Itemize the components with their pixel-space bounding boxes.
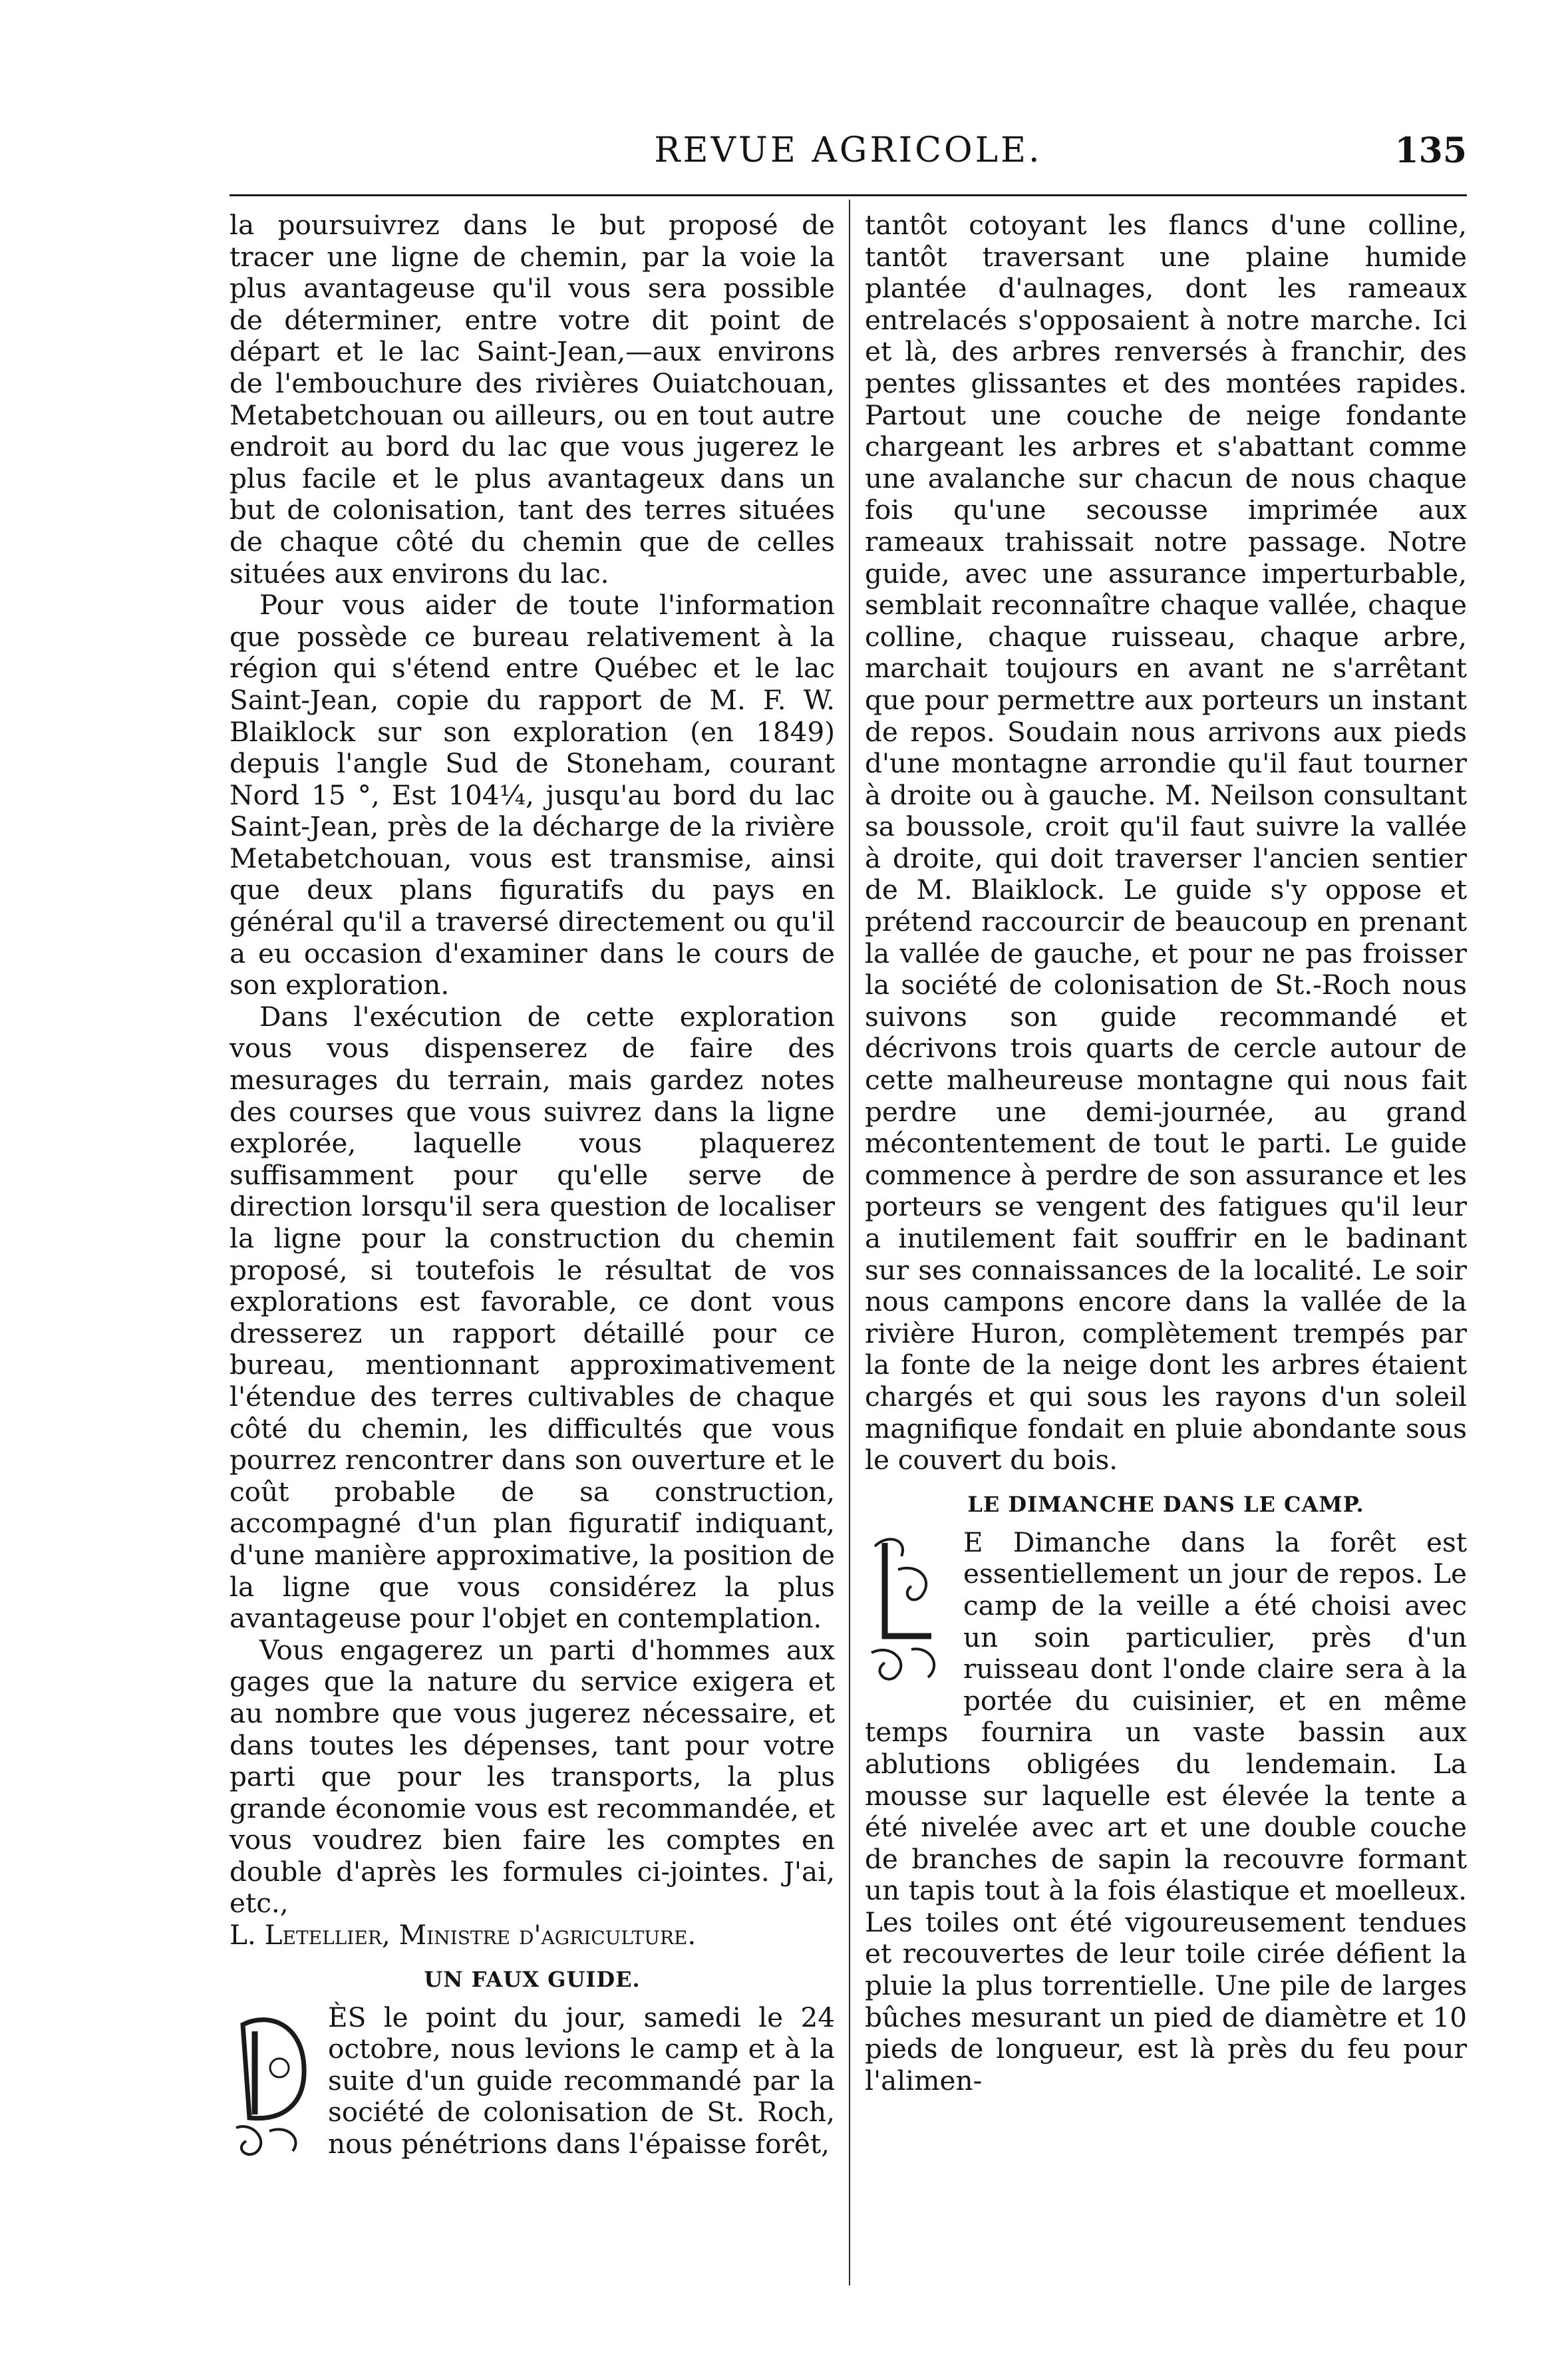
left-column xyxy=(230,210,835,2161)
section-text: E Dimanche dans la forêt est essentiellement un jour de repos. Le camp de la veille a été choisi avec un soin particulier, près d'un ruisseau dont l'onde claire sera à la portée du cuisinier, et en même temps fournira un vaste bassin aux ablutions obligées du lendemain. La mousse sur laquelle est élevée la tente a été nivelée avec art et une double couche de branches de sapin la recouvre formant un tapis tout à la fois élastique et moelleux. Les toiles ont été vigoureusement tendues et recouvertes de leur toile cirée défient la pluie la plus torrentielle. Une pile de larges bûches mesurant un pied de diamètre et 10 pieds de longueur, est là près du feu pour l'alimen- xyxy=(865,1526,1467,2097)
ornamental-initial xyxy=(230,2005,316,2161)
section-paragraph xyxy=(230,2002,835,2160)
running-title: REVUE AGRICOLE. xyxy=(654,130,1042,170)
ornamental-initial-d-icon xyxy=(230,2005,316,2161)
header-rule xyxy=(230,194,1467,196)
section-paragraph xyxy=(865,1527,1467,2097)
paragraph: Dans l'exécution de cette exploration vous vous dispenserez de faire des mesurages du terrain, mais gardez notes des courses que vous suivrez dans la ligne explorée, laquelle vous plaquerez suffisamment pour qu'elle serve de direction lorsqu'il sera question de localiser la ligne pour la construction du chemin proposé, si toutefois le résultat de vos explorations est favorable, ce dont vous dresserez un rapport détaillé pour ce bureau, mentionnant approximativement l'étendue des terres cultivables de chaque côté du chemin, les difficultés que vous pourrez rencontrer dans son ouverture et le coût probable de sa construction, accompagné d'un plan figuratif indiquant, d'une manière approximative, la position de la ligne que vous considérez la plus avantageuse pour l'objet en contemplation. xyxy=(230,1000,835,1635)
ornamental-initial-l-icon xyxy=(865,1530,951,1686)
column-divider xyxy=(849,200,850,2285)
section-heading: UN FAUX GUIDE. xyxy=(424,1966,641,1992)
paragraph: tantôt cotoyant les flancs d'une colline, tantôt traversant une plaine humide plantée d'aulnages, dont les rameaux entrelacés s'opposaient à notre marche. Ici et là, des arbres renversés à franchir, des pentes glissantes et des montées rapides. Partout une couche de neige fondante chargeant les arbres et s'abattant comme une avalanche sur chacun de nous chaque fois qu'une secousse imprimée aux rameaux trahissait notre passage. Notre guide, avec une assurance imperturbable, semblait reconnaître chaque vallée, chaque colline, chaque ruisseau, chaque arbre, marchait toujours en avant ne s'arrêtant que pour permettre aux porteurs un instant de repos. Soudain nous arrivons aux pieds d'une montagne arrondie qu'il faut tourner à droite ou à gauche. M. Neilson consultant sa boussole, croit qu'il faut suivre la vallée à droite, qui doit traverser l'ancien sentier de M. Blaiklock. Le guide s'y oppose et prétend raccourcir de beaucoup en prenant la vallée de gauche, et pour ne pas froisser la société de colonisation de St.-Roch nous suivons son guide recommandé et décrivons trois quarts de cercle autour de cette malheureuse montagne qui nous fait perdre une demi-journée, au grand mécontentement de tout le parti. Le guide commence à perdre de son assurance et les porteurs se vengent des fatigues qu'il leur a inutilement fait souffrir en le badinant sur ses connaissances de la localité. Le soir nous campons encore dans la vallée de la rivière Huron, complètement trempés par la fonte de la neige dont les arbres étaient chargés et qui sous les rayons d'un soleil magnifique fondait en pluie abondante sous le couvert du bois. xyxy=(865,209,1467,1476)
running-head xyxy=(230,126,1467,180)
ornamental-initial xyxy=(865,1530,951,1686)
section-heading: LE DIMANCHE DANS LE CAMP. xyxy=(967,1491,1364,1517)
paragraph: Pour vous aider de toute l'information que possède ce bureau relativement à la région qui s'étend entre Québec et le lac Saint-Jean, copie du rapport de M. F. W. Blaiklock sur son exploration (en 1849) depuis l'angle Sud de Stoneham, courant Nord 15 °, Est 104¼, jusqu'au bord du lac Saint-Jean, près de la décharge de la rivière Metabetchouan, vous est transmise, ainsi que deux plans figuratifs du pays en général qu'il a traversé directement ou qu'il a eu occasion d'examiner dans le cours de son exploration. xyxy=(230,589,835,1001)
paragraph: la poursuivrez dans le but proposé de tracer une ligne de chemin, par la voie la plus avantageuse qu'il vous sera possible de déterminer, entre votre dit point de départ et le lac Saint-Jean,—aux environs de l'embouchure des rivières Ouiatchouan, Metabetchouan ou ailleurs, ou en tout autre endroit au bord du lac que vous jugerez le plus facile et le plus avantageux dans un but de colonisation, tant des terres situées de chaque côté du chemin que de celles situées aux environs du lac. xyxy=(230,209,835,589)
right-column xyxy=(865,210,1467,2097)
signature: L. Letellier, Ministre d'agriculture. xyxy=(230,1919,697,1951)
paragraph: Vous engagerez un parti d'hommes aux gages que la nature du service exigera et au nombre que vous jugerez nécessaire, et dans toutes les dépenses, tant pour votre parti que pour les transports, la plus grande économie vous est recommandée, et vous voudrez bien faire les comptes en double d'après les formules ci-jointes. J'ai, etc., xyxy=(230,1633,835,1920)
section-text: ÈS le point du jour, samedi le 24 octobre, nous levions le camp et à la suite d'un guide recommandé par la société de colonisation de St. Roch, nous pénétrions dans l'épaisse forêt, xyxy=(328,2001,835,2160)
page-number: 135 xyxy=(1394,130,1467,171)
